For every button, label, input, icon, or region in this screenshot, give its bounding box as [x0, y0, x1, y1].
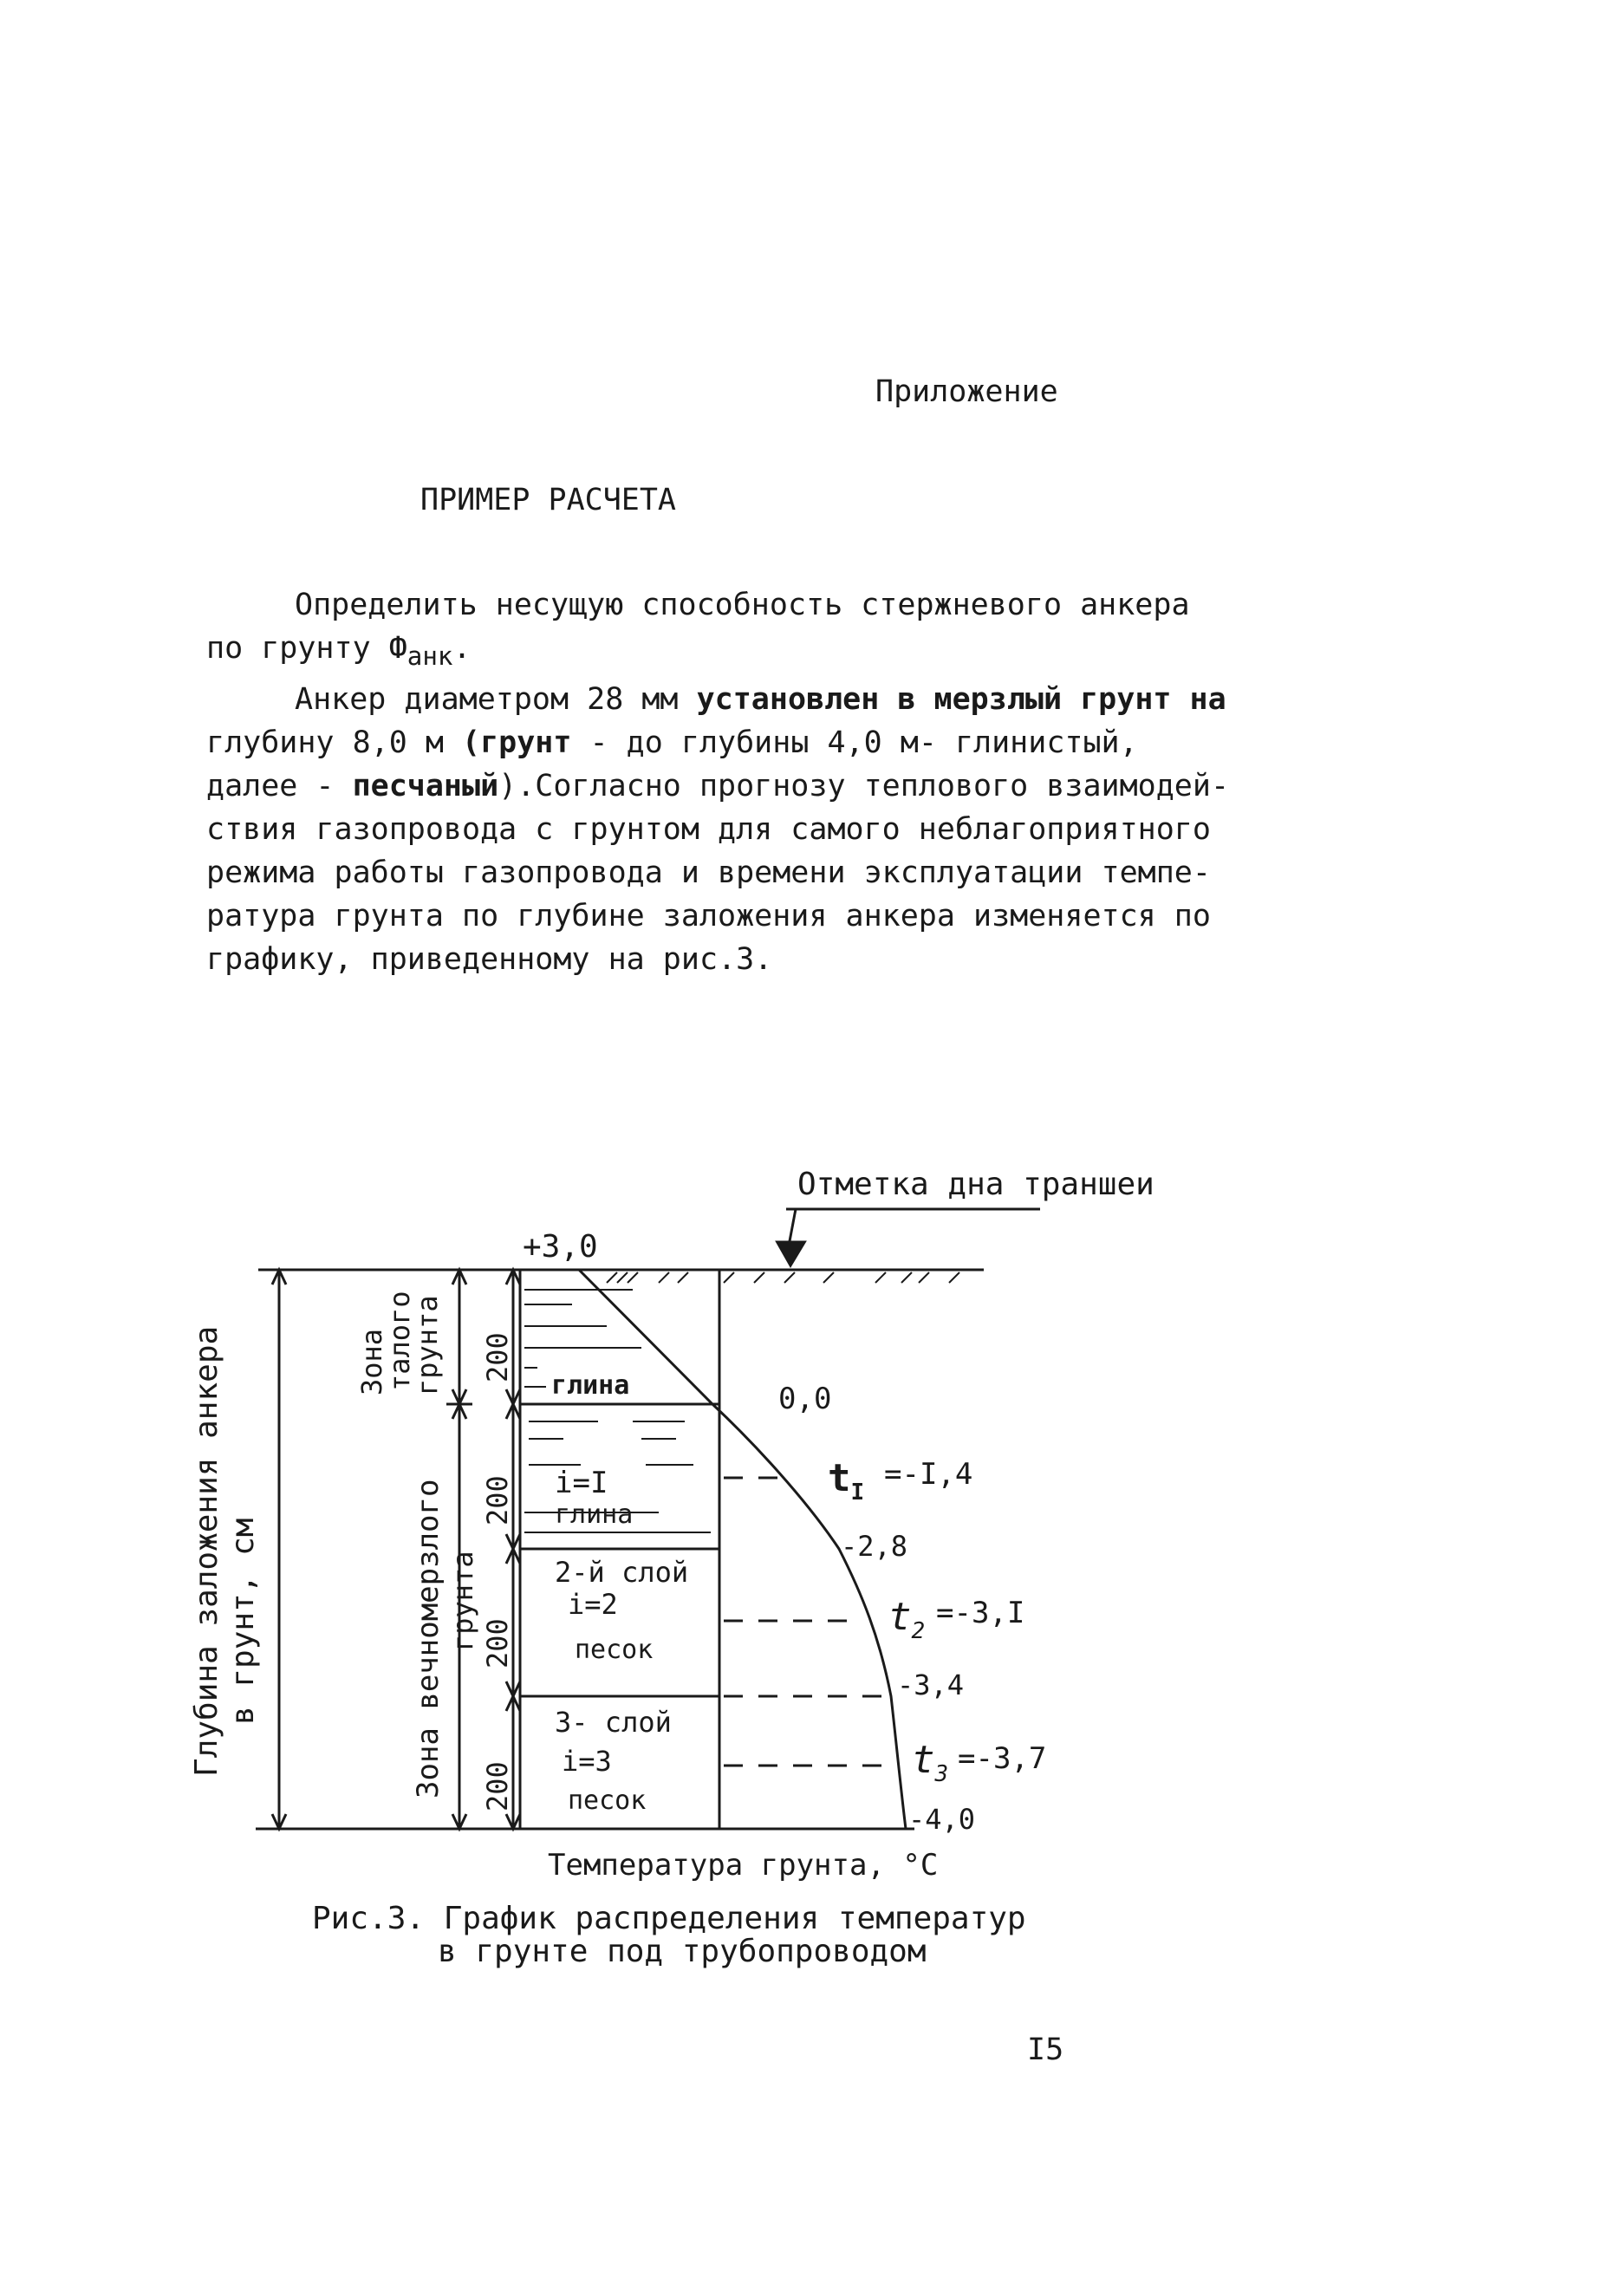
layer2-name: 2-й слой	[555, 1556, 689, 1589]
body-text-run: анк	[407, 641, 453, 671]
page-number: I5	[1027, 2033, 1064, 2067]
temp-40-label: -4,0	[908, 1803, 976, 1836]
interval-label-3: 200	[481, 1618, 514, 1668]
body-text-run: по грунту Ф	[206, 631, 407, 666]
ground-hatching	[607, 1272, 959, 1283]
trench-arrow-shaft	[790, 1209, 796, 1241]
body-text-run: Определить несущую способность стержневого анкера	[295, 588, 1190, 622]
top-temp-label: +3,0	[523, 1229, 598, 1265]
zone-permafrost-label-2: грунта	[446, 1551, 479, 1651]
layer3-soil: песок	[568, 1785, 647, 1816]
caption-line-2: в грунте под трубопроводом	[438, 1934, 927, 1969]
zone-thawed-label-2: талого	[383, 1291, 416, 1391]
t3-symbol: $t_3$	[912, 1738, 949, 1787]
body-text-run: далее -	[206, 769, 353, 803]
layer1-soil: глина	[555, 1499, 634, 1530]
t2-value: =-3,I	[936, 1596, 1025, 1630]
axis-y-label-2: в грунт, см	[225, 1518, 261, 1725]
layer1-index: i=I	[555, 1466, 608, 1500]
layer3-index: i=3	[562, 1745, 612, 1778]
clay-hatching	[524, 1290, 711, 1532]
page-title: ПРИМЕР РАСЧЕТА	[420, 483, 677, 517]
interval-label-4: 200	[481, 1761, 514, 1811]
body-text-run: - до глубины 4,0 м- глинистый,	[571, 725, 1138, 760]
layer2-index: i=2	[568, 1588, 618, 1621]
interval-label-2: 200	[481, 1475, 514, 1525]
interval-label-1: 200	[481, 1332, 514, 1382]
layer-clay-label: глина	[551, 1370, 630, 1401]
trench-arrow-head	[776, 1241, 806, 1267]
t1-value: =-I,4	[884, 1457, 973, 1492]
axis-x-label: Температура грунта, °С	[548, 1848, 939, 1883]
trench-label: Отметка дна траншеи	[797, 1167, 1154, 1202]
temp-0-label: 0,0	[778, 1382, 832, 1416]
body-text-run: глубину 8,0 м	[206, 725, 463, 760]
temp-34-label: -3,4	[897, 1668, 965, 1701]
t2-symbol: $t_2$	[888, 1595, 926, 1644]
layer3-name: 3- слой	[555, 1706, 672, 1739]
caption-line-1: Рис.3. График распределения температур	[312, 1901, 1026, 1936]
body-text-run: ).Согласно прогнозу теплового взаимодей-	[498, 769, 1230, 803]
body-text-run: ратура грунта по глубине заложения анкера изменяется по	[206, 899, 1211, 933]
body-text-run: графику, приведенному на рис.3.	[206, 942, 773, 977]
body-bold-run: песчаный	[352, 769, 499, 803]
body-bold-run: установлен в мерзлый грунт на	[696, 682, 1226, 717]
zone-thawed-label-1: Зона	[355, 1328, 388, 1395]
appendix-label: Приложение	[875, 374, 1058, 409]
body-text-run: Анкер диаметром 28 мм	[295, 682, 697, 717]
zone-permafrost-label-1: Зона вечномерзлого	[411, 1479, 446, 1798]
layer2-soil: песок	[575, 1635, 654, 1665]
body-bold-run: (грунт	[462, 725, 572, 760]
body-text-run: .	[452, 631, 472, 666]
t1-symbol: $t_I$	[828, 1456, 865, 1506]
zone-thawed-label-3: грунта	[411, 1295, 444, 1395]
temp-28-label: -2,8	[841, 1530, 908, 1563]
body-text-run: режима работы газопровода и времени эксплуатации темпе-	[206, 855, 1211, 890]
body-text-run: ствия газопровода с грунтом для самого неблагоприятного	[206, 812, 1211, 847]
axis-y-label-1: Глубина заложения анкера	[189, 1325, 224, 1777]
t3-value: =-3,7	[958, 1741, 1047, 1776]
